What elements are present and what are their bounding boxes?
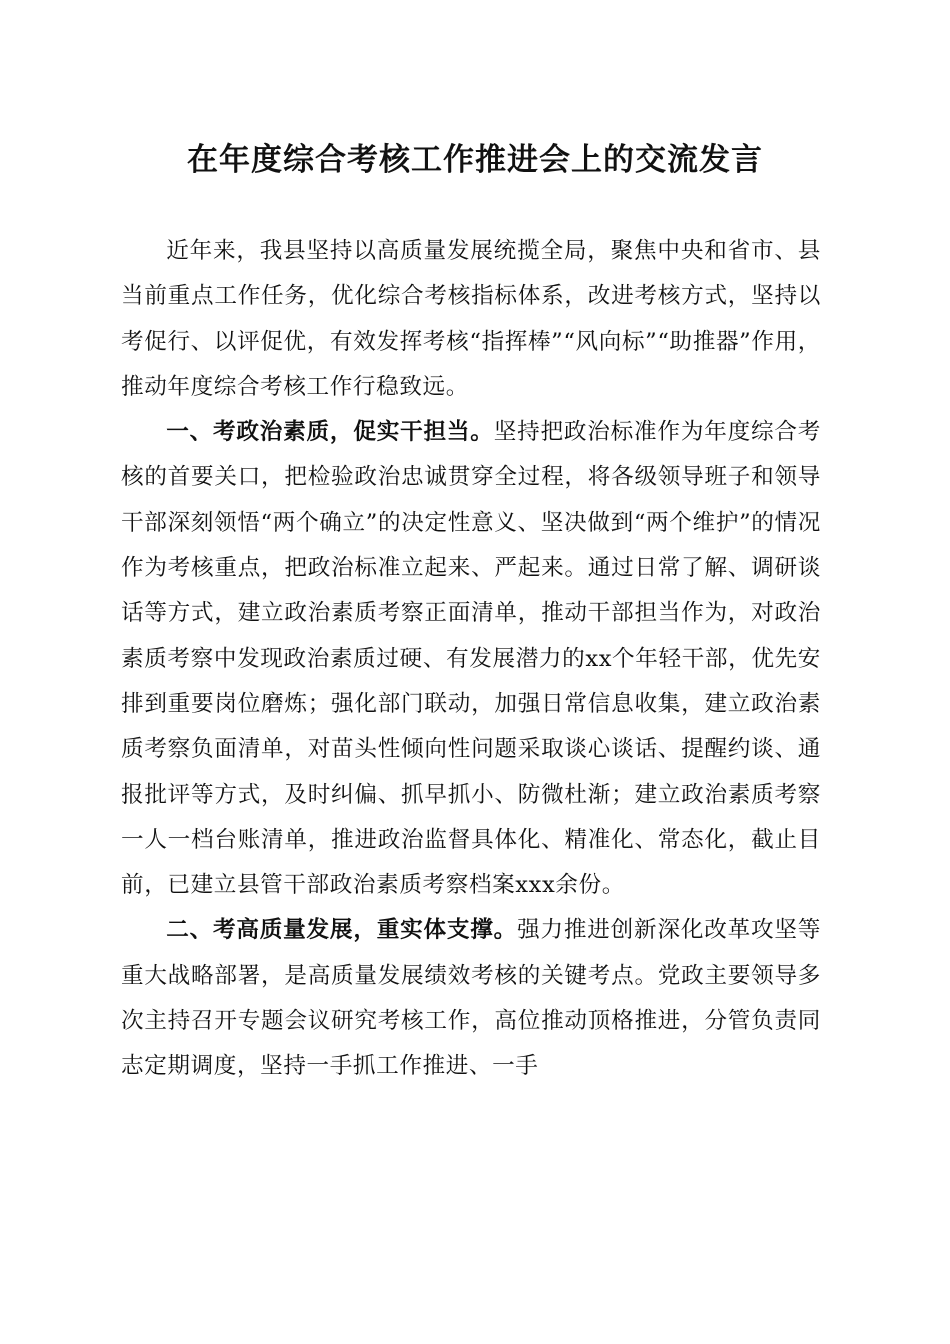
paragraph-intro <box>121 229 821 410</box>
section-heading-2: 二、考高质量发展，重实体支撑。 <box>166 917 518 944</box>
paragraph-section-2 <box>121 908 821 1089</box>
document-title: 在年度综合考核工作推进会上的交流发言 <box>187 142 763 178</box>
paragraph-text: 坚持把政治标准作为年度综合考核的首要关口，把检验政治忠诚贯穿全过程，将各级领导班子和领导干部深刻领悟“两个确立”的决定性意义、坚决做到“两个维护”的情况作为考核重点，把政治标准立起来、严起来。通过日常了解、调研谈话等方式，建立政治素质考察正面清单，推动干部担当作为，对政治素质考察中发现政治素质过硬、有发展潜力的xx个年轻干部，优先安排到重要岗位磨炼；强化部门联动，加强日常信息收集，建立政治素质考察负面清单，对苗头性倾向性问题采取谈心谈话、提醒约谈、通报批评等方式，及时纠偏、抓早抓小、防微杜渐；建立政治素质考察一人一档台账清单，推进政治监督具体化、精准化、常态化，截止目前，已建立县管干部政治素质考察档案xxx余份。 <box>121 419 821 899</box>
document-body <box>121 229 821 1090</box>
paragraph-text: 近年来，我县坚持以高质量发展统揽全局，聚焦中央和省市、县当前重点工作任务，优化综合考核指标体系，改进考核方式，坚持以考促行、以评促优，有效发挥考核“指挥棒”“风向标”“助推器”作用，推动年度综合考核工作行稳致远。 <box>121 238 821 400</box>
paragraph-section-1 <box>121 410 821 908</box>
section-heading-1: 一、考政治素质，促实干担当。 <box>166 419 494 446</box>
paragraph-text: 强力推进创新深化改革攻坚等重大战略部署，是高质量发展绩效考核的关键考点。党政主要领导多次主持召开专题会议研究考核工作，高位推动顶格推进，分管负责同志定期调度，坚持一手抓工作推进、一手 <box>121 917 822 1080</box>
